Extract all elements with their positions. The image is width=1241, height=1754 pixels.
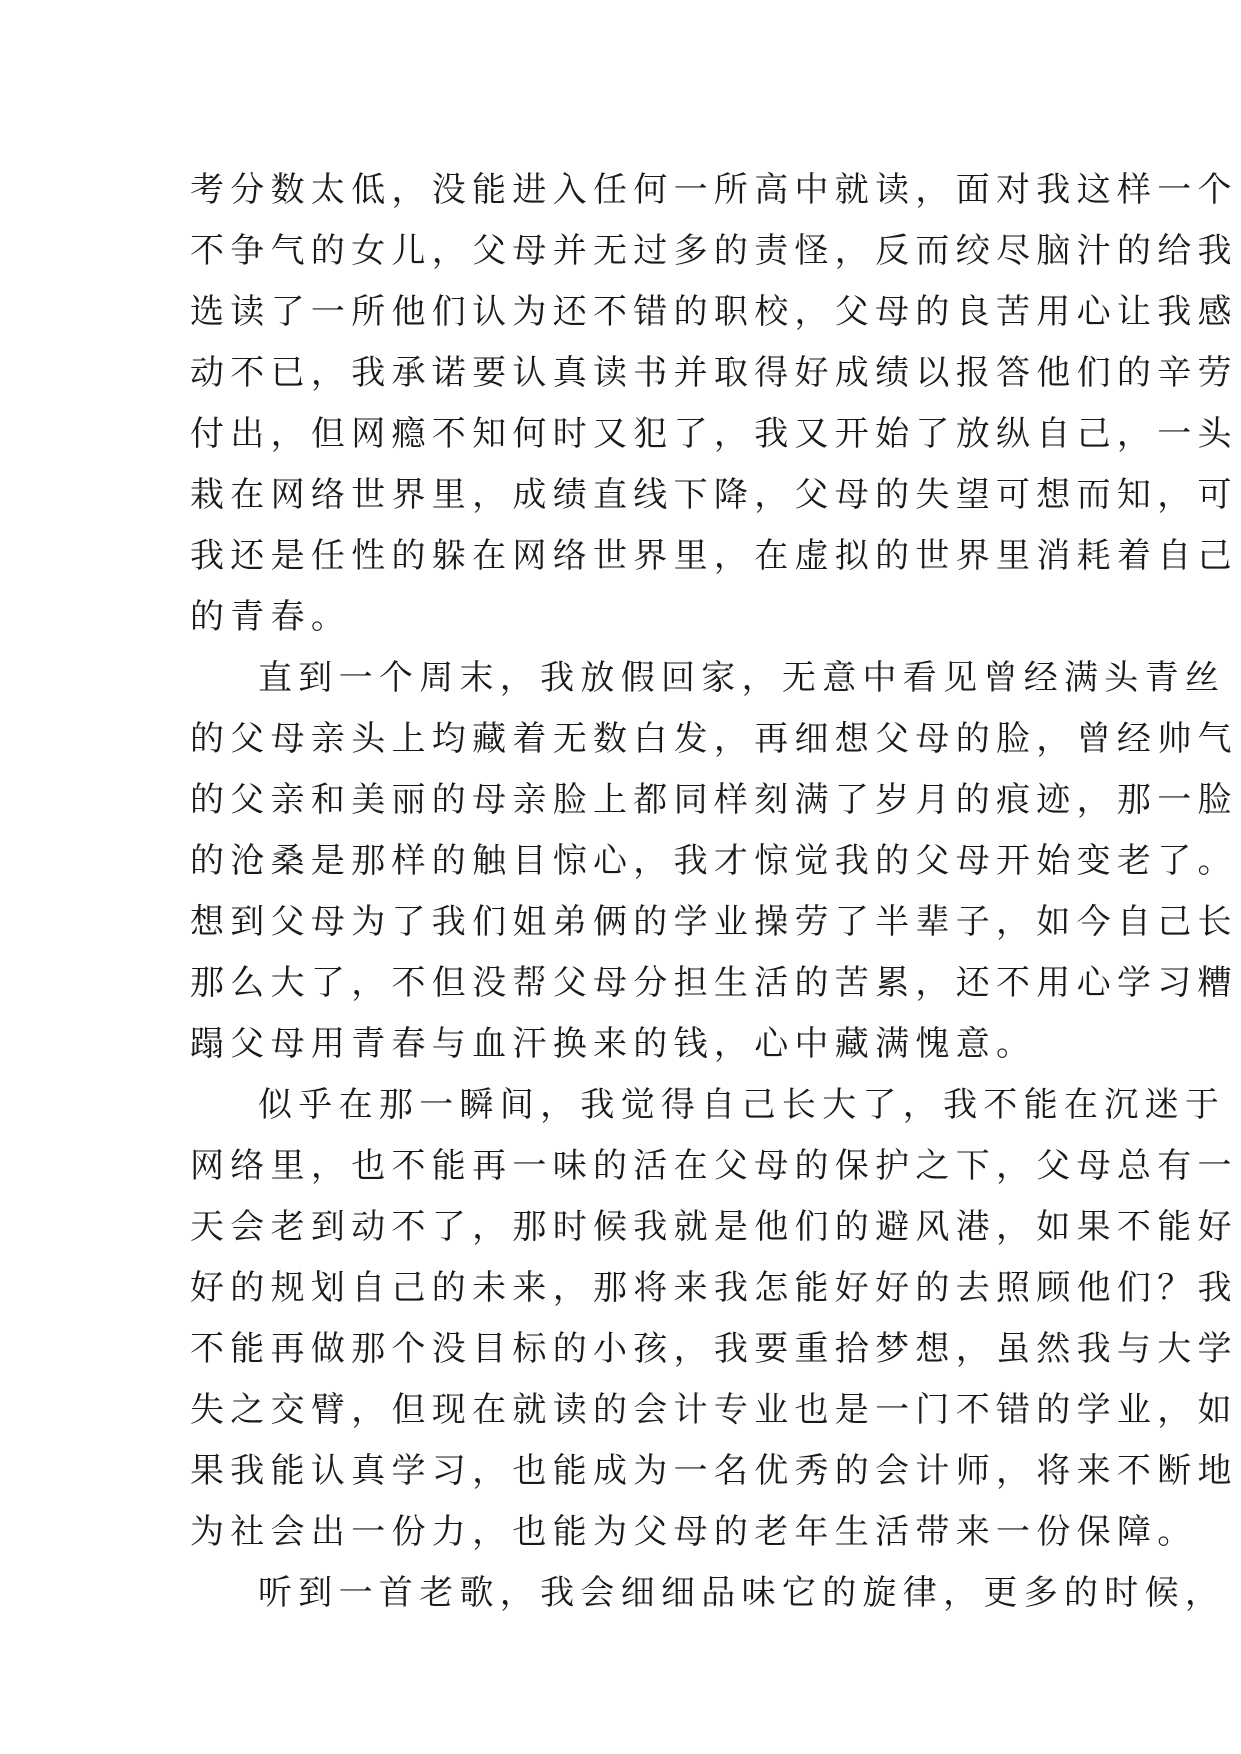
text-line: 想到父母为了我们姐弟俩的学业操劳了半辈子，如今自己长 xyxy=(190,902,1238,942)
text-line: 网络里，也不能再一味的活在父母的保护之下，父母总有一 xyxy=(190,1146,1238,1186)
text-line: 蹋父母用青春与血汗换来的钱，心中藏满愧意。 xyxy=(190,1024,1037,1064)
paragraph-4 xyxy=(190,1563,1226,1624)
text-line: 直到一个周末，我放假回家，无意中看见曾经满头青丝 xyxy=(258,658,1226,698)
paragraph-2 xyxy=(190,648,1238,1075)
text-line: 好的规划自己的未来，那将来我怎能好好的去照顾他们？我 xyxy=(190,1268,1238,1308)
text-line: 考分数太低，没能进入任何一所高中就读，面对我这样一个 xyxy=(190,170,1238,210)
text-line: 听到一首老歌，我会细细品味它的旋律，更多的时候， xyxy=(258,1573,1226,1613)
text-line: 的沧桑是那样的触目惊心，我才惊觉我的父母开始变老了。 xyxy=(190,841,1238,881)
text-line: 栽在网络世界里，成绩直线下降，父母的失望可想而知，可 xyxy=(190,475,1238,515)
text-line: 那么大了，不但没帮父母分担生活的苦累，还不用心学习糟 xyxy=(190,963,1238,1003)
text-line: 失之交臂，但现在就读的会计专业也是一门不错的学业，如 xyxy=(190,1390,1238,1430)
paragraph-3 xyxy=(190,1075,1238,1563)
text-line: 为社会出一份力，也能为父母的老年生活带来一份保障。 xyxy=(190,1512,1198,1552)
text-line: 不能再做那个没目标的小孩，我要重拾梦想，虽然我与大学 xyxy=(190,1329,1238,1369)
text-line: 的父母亲头上均藏着无数白发，再细想父母的脸，曾经帅气 xyxy=(190,719,1238,759)
text-line: 不争气的女儿，父母并无过多的责怪，反而绞尽脑汁的给我 xyxy=(190,231,1238,271)
text-line: 选读了一所他们认为还不错的职校，父母的良苦用心让我感 xyxy=(190,292,1238,332)
text-line: 果我能认真学习，也能成为一名优秀的会计师，将来不断地 xyxy=(190,1451,1238,1491)
text-line: 动不已，我承诺要认真读书并取得好成绩以报答他们的辛劳 xyxy=(190,353,1238,393)
paragraph-1 xyxy=(190,160,1238,648)
text-line: 的青春。 xyxy=(190,597,352,637)
text-line: 天会老到动不了，那时候我就是他们的避风港，如果不能好 xyxy=(190,1207,1238,1247)
document-body xyxy=(190,160,1238,1624)
text-line: 的父亲和美丽的母亲脸上都同样刻满了岁月的痕迹，那一脸 xyxy=(190,780,1238,820)
text-line: 付出，但网瘾不知何时又犯了，我又开始了放纵自己，一头 xyxy=(190,414,1238,454)
text-line: 我还是任性的躲在网络世界里，在虚拟的世界里消耗着自己 xyxy=(190,536,1238,576)
text-line: 似乎在那一瞬间，我觉得自己长大了，我不能在沉迷于 xyxy=(258,1085,1226,1125)
